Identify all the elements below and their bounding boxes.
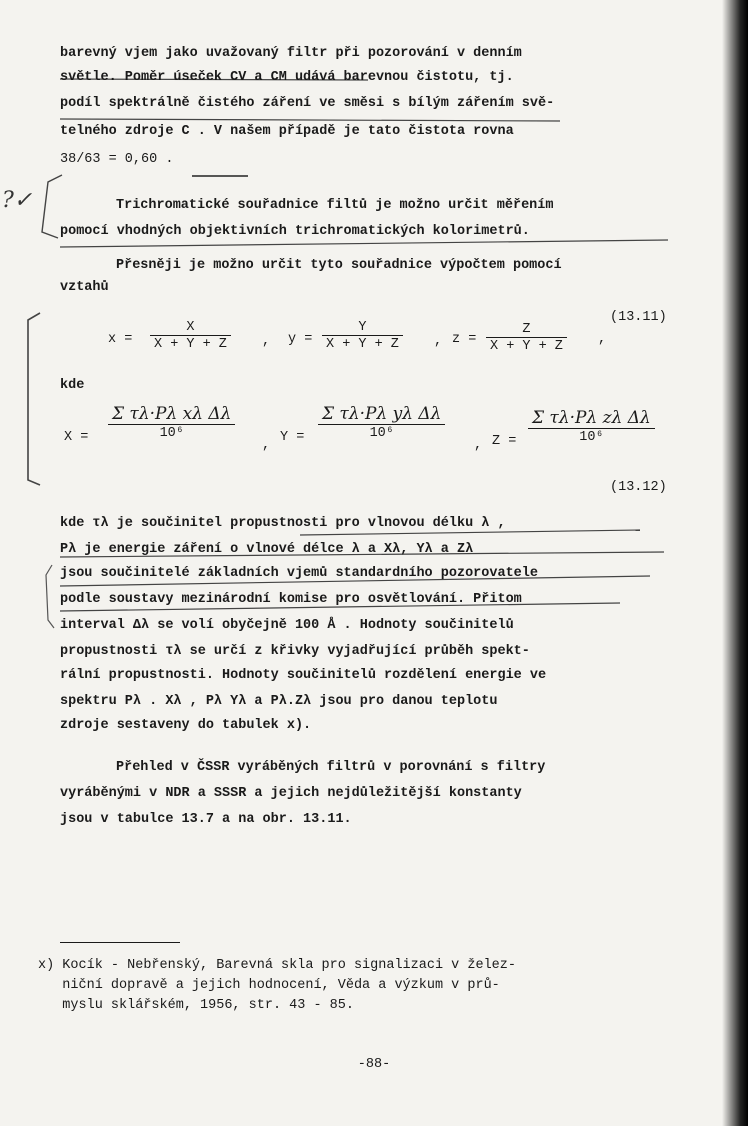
p4-line-2: Pλ je energie záření o vlnové délce λ a Xλ, Yλ a Zλ: [60, 542, 474, 557]
eq2-Z-label: Z =: [492, 434, 517, 449]
bracket-mark-2: [28, 313, 40, 485]
eq1-y-fraction: [322, 320, 403, 352]
eq2-Y-fraction: [318, 404, 445, 441]
p1-line-2: světle. Poměr úseček CV a CM udává barevnou čistotu, tj.: [60, 70, 514, 85]
bracket-mark-3: [46, 565, 54, 628]
eq2-Y-numerator: Σ τλ·Pλ yλ Δλ: [322, 404, 442, 424]
footnote-line-1: x) Kocík - Nebřenský, Barevná skla pro signalizaci v želez-: [38, 958, 516, 973]
eq1-number: (13.11): [610, 310, 667, 325]
eq1-sep-1: ,: [262, 334, 271, 349]
p4-line-5: interval Δλ se volí obyčejně 100 Å . Hodnoty součinitelů: [60, 618, 514, 633]
underline-mark-4: [60, 240, 668, 247]
eq2-number: (13.12): [610, 480, 667, 495]
eq2-X-fraction: [108, 404, 235, 441]
eq2-Z-denominator: 10⁶: [528, 428, 655, 445]
p5-line-1: Přehled v ČSSR vyráběných filtrů v porovnání s filtry: [116, 760, 546, 775]
eq2-X-denominator: 10⁶: [108, 424, 235, 441]
p2-line-2: pomocí vhodných objektivních trichromatických kolorimetrů.: [60, 224, 530, 239]
p3-line-2: vztahů: [60, 280, 109, 295]
p2-line-1: Trichromatické souřadnice filtů je možno určit měřením: [116, 198, 554, 213]
p4-line-3: jsou součinitelé základních vjemů standardního pozorovatele: [60, 566, 538, 581]
p5-line-2: vyráběnými v NDR a SSSR a jejich nejdůležitější konstanty: [60, 786, 522, 801]
eq2-Y-denominator: 10⁶: [318, 424, 445, 441]
bracket-mark-1: [42, 175, 62, 238]
p4-line-9: zdroje sestaveny do tabulek x).: [60, 718, 312, 733]
p4-line-6: propustnosti τλ se určí z křivky vyjadřující průběh spekt-: [60, 644, 530, 659]
p1-line-5: 38/63 = 0,60 .: [60, 152, 174, 167]
eq2-Z-fraction: [528, 408, 655, 445]
eq2-Z-numerator: Σ τλ·Pλ zλ Δλ: [532, 408, 651, 428]
eq1-z-numerator: Z: [522, 322, 531, 337]
kde-label: kde: [60, 378, 85, 393]
eq1-sep-2: ,: [434, 334, 443, 349]
eq1-x-numerator: X: [186, 320, 195, 335]
eq2-X-numerator: Σ τλ·Pλ xλ Δλ: [112, 404, 232, 424]
p4-line-1: kde τλ je součinitel propustnosti pro vlnovou délku λ ,: [60, 516, 506, 531]
eq1-x-denominator: X + Y + Z: [150, 335, 231, 352]
p4-line-8: spektru Pλ . Xλ , Pλ Yλ a Pλ.Zλ jsou pro danou teplotu: [60, 694, 498, 709]
margin-note: ?✓: [2, 188, 33, 213]
eq1-sep-3: ,: [598, 332, 607, 347]
p1-line-4: telného zdroje C . V našem případě je tato čistota rovna: [60, 124, 514, 139]
eq1-z-label: z =: [452, 332, 477, 347]
eq1-x-fraction: [150, 320, 231, 352]
footnote-line-3: myslu sklářském, 1956, str. 43 - 85.: [38, 998, 354, 1013]
eq1-y-denominator: X + Y + Z: [322, 335, 403, 352]
eq1-z-denominator: X + Y + Z: [486, 337, 567, 354]
eq2-Y-label: Y =: [280, 430, 305, 445]
p1-line-3: podíl spektrálně čistého záření ve směsi s bílým zářením svě-: [60, 96, 555, 111]
eq1-y-numerator: Y: [358, 320, 367, 335]
eq1-x-label: x =: [108, 332, 133, 347]
p5-line-3: jsou v tabulce 13.7 a na obr. 13.11.: [60, 812, 352, 827]
eq1-z-fraction: [486, 322, 567, 354]
p4-line-4: podle soustavy mezinárodní komise pro osvětlování. Přitom: [60, 592, 522, 607]
p3-line-1: Přesněji je možno určit tyto souřadnice výpočtem pomocí: [116, 258, 562, 273]
footnote-rule: [60, 942, 180, 943]
footnote-line-2: niční dopravě a jejich hodnocení, Věda a výzkum v prů-: [38, 978, 500, 993]
eq2-X-label: X =: [64, 430, 89, 445]
eq2-sep-2: ,: [474, 438, 483, 453]
page-number: -88-: [357, 1057, 391, 1072]
eq1-y-label: y =: [288, 332, 313, 347]
p4-line-7: rální propustnosti. Hodnoty součinitelů rozdělení energie ve: [60, 668, 547, 683]
p1-line-1: barevný vjem jako uvažovaný filtr při pozorování v denním: [60, 46, 522, 61]
eq2-sep-1: ,: [262, 438, 271, 453]
underline-mark-2: [60, 119, 560, 121]
